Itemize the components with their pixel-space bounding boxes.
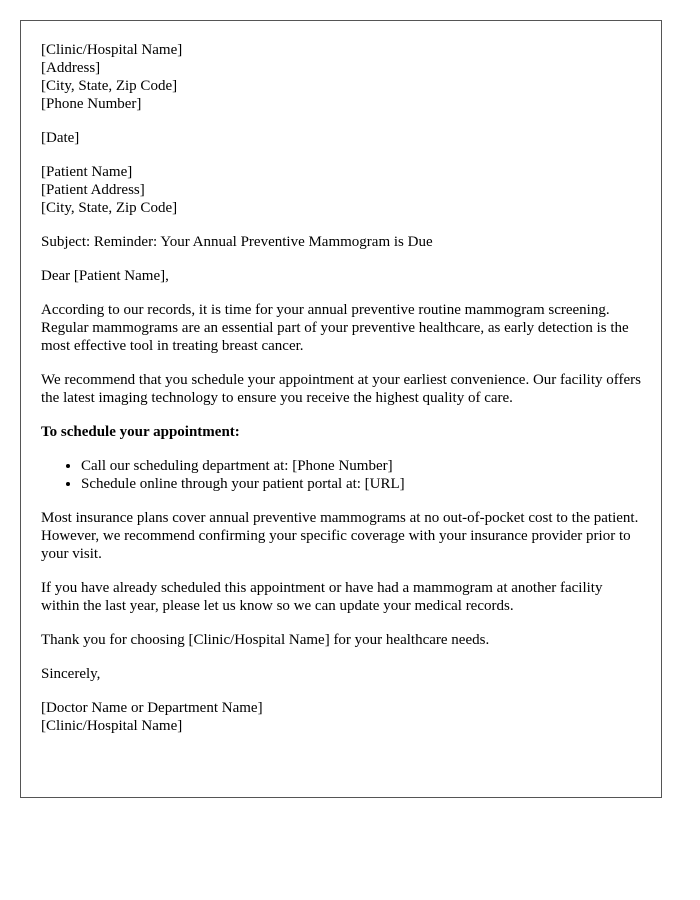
paragraph-3: Most insurance plans cover annual preventive mammograms at no out-of-pocket cost to the patient. However, we recommend confirming your specific coverage with your insurance provider prior to your visit. (41, 510, 639, 562)
paragraph-4: If you have already scheduled this appointment or have had a mammogram at another facility within the last year, please let us know so we can update your medical records. (41, 580, 603, 614)
list-item: • Schedule online through your patient portal at: [URL] (81, 475, 641, 493)
date: [Date] (41, 130, 80, 146)
list-item: • Call our scheduling department at: [Phone Number] (81, 457, 641, 475)
paragraph-2: We recommend that you schedule your appointment at your earliest convenience. Our facility offers the latest imaging technology to ensure you receive the highest quality of care. (41, 372, 641, 406)
schedule-heading-text: To schedule your appointment: (41, 424, 240, 440)
patient-city: [City, State, Zip Code] (41, 200, 178, 216)
salutation: Dear [Patient Name], (41, 268, 169, 284)
letter (20, 20, 662, 798)
paragraph-1: According to our records, it is time for your annual preventive routine mammogram screening. Regular mammograms are an essential part of your preventive healthcare, as early detection is the most effective tool in treating breast cancer. (41, 302, 629, 354)
patient-name: [Patient Name] (41, 164, 133, 180)
clinic-city: [City, State, Zip Code] (41, 78, 178, 94)
clinic-address: [Address] (41, 60, 101, 76)
closing: Sincerely, (41, 666, 101, 682)
sender-block (41, 41, 641, 113)
clinic-name: [Clinic/Hospital Name] (41, 42, 183, 58)
schedule-heading (41, 423, 641, 441)
patient-address: [Patient Address] (41, 182, 145, 198)
subject: Subject: Reminder: Your Annual Preventive Mammogram is Due (41, 234, 433, 250)
clinic-phone: [Phone Number] (41, 96, 142, 112)
schedule-list (41, 457, 641, 493)
signature-block (41, 699, 641, 735)
recipient-block (41, 163, 641, 217)
signer-name: [Doctor Name or Department Name] (41, 700, 263, 716)
paragraph-5: Thank you for choosing [Clinic/Hospital Name] for your healthcare needs. (41, 632, 490, 648)
signer-clinic: [Clinic/Hospital Name] (41, 718, 183, 734)
